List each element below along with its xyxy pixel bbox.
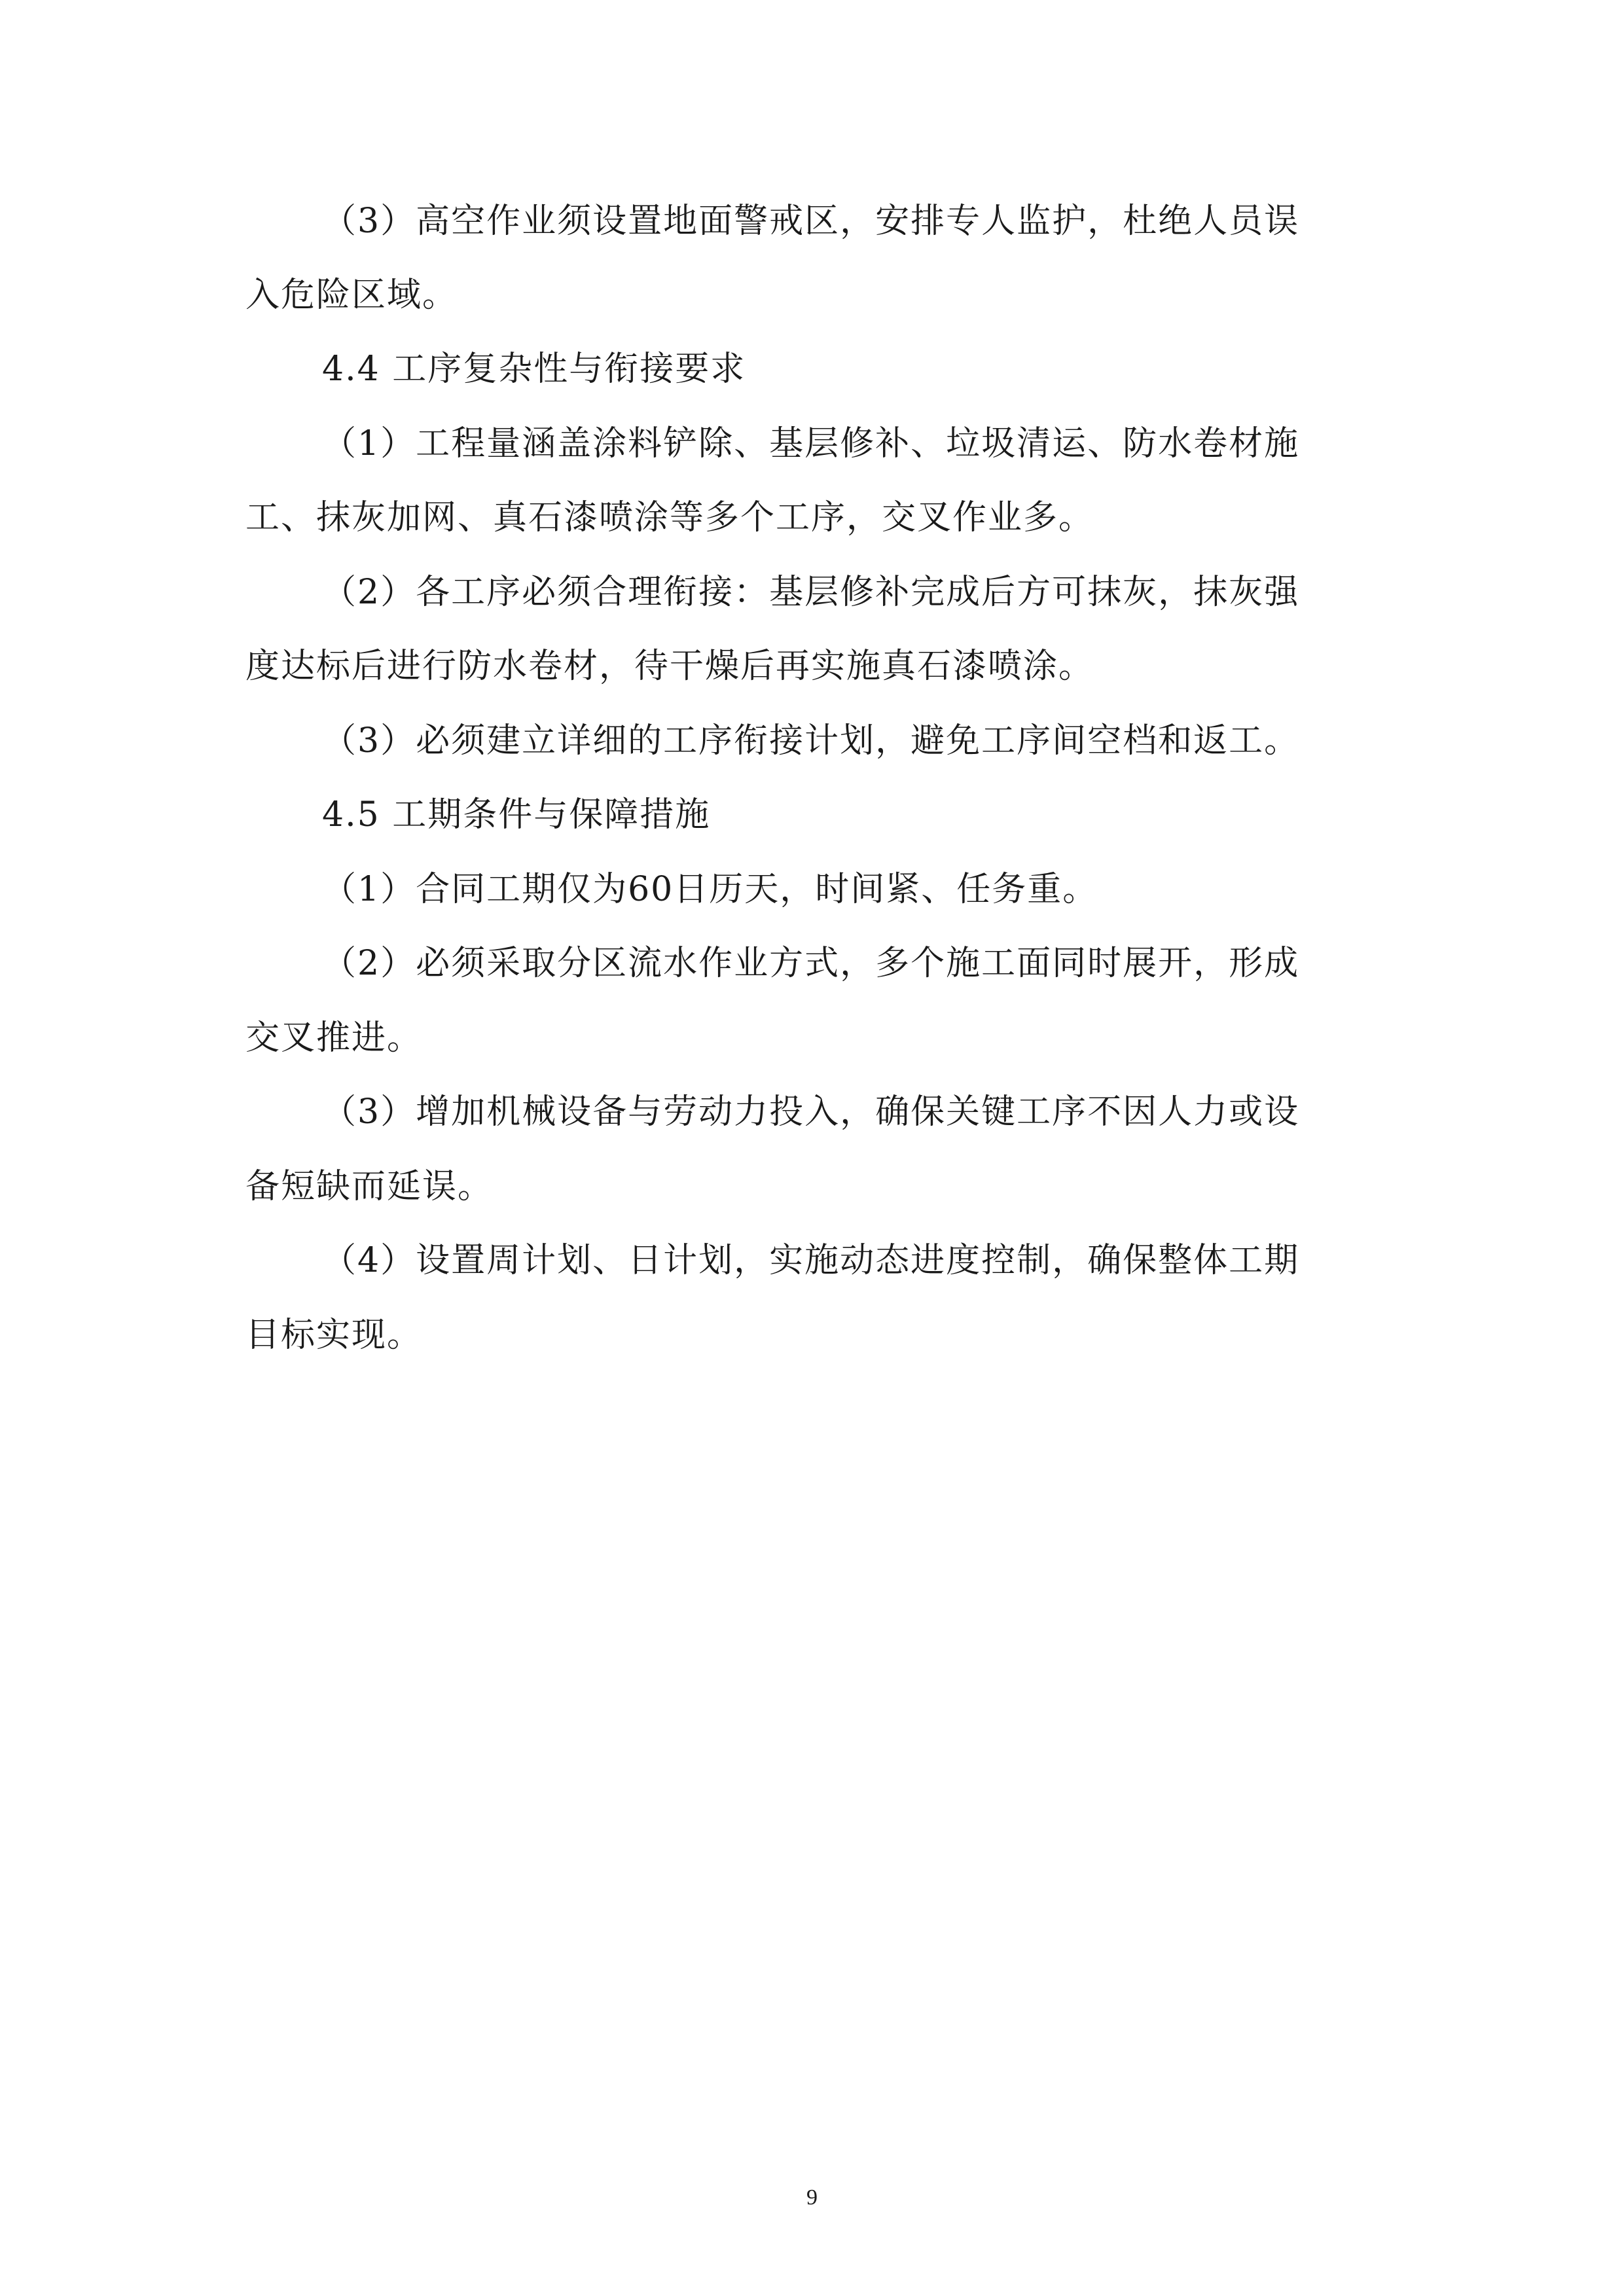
page-number: 9 bbox=[806, 2185, 818, 2210]
paragraph-line: （3）高空作业须设置地面警戒区，安排专人监护，杜绝人员误 bbox=[322, 202, 1300, 241]
paragraph-line: 目标实现。 bbox=[245, 1316, 423, 1355]
paragraph-line: 备短缺而延误。 bbox=[245, 1167, 494, 1206]
paragraph-line: （2）各工序必须合理衔接：基层修补完成后方可抹灰，抹灰强 bbox=[322, 573, 1300, 612]
paragraph-line: （3）增加机械设备与劳动力投入，确保关键工序不因人力或设 bbox=[322, 1092, 1300, 1132]
paragraph-line: （2）必须采取分区流水作业方式，多个施工面同时展开，形成 bbox=[322, 944, 1300, 983]
paragraph-line: （1）工程量涵盖涂料铲除、基层修补、垃圾清运、防水卷材施 bbox=[322, 424, 1300, 463]
section-heading: 4.4 工序复杂性与衔接要求 bbox=[322, 350, 746, 389]
paragraph-line: 入危险区域。 bbox=[245, 276, 458, 315]
paragraph-line: （1）合同工期仅为60日历天，时间紧、任务重。 bbox=[322, 870, 1098, 909]
paragraph-line: 度达标后进行防水卷材，待干燥后再实施真石漆喷涂。 bbox=[245, 647, 1094, 686]
paragraph-line: 交叉推进。 bbox=[245, 1018, 423, 1058]
section-heading: 4.5 工期条件与保障措施 bbox=[322, 795, 711, 834]
paragraph-line: （3）必须建立详细的工序衔接计划，避免工序间空档和返工。 bbox=[322, 721, 1300, 761]
paragraph-line: （4）设置周计划、日计划，实施动态进度控制，确保整体工期 bbox=[322, 1241, 1300, 1280]
paragraph-line: 工、抹灰加网、真石漆喷涂等多个工序，交叉作业多。 bbox=[245, 498, 1094, 537]
